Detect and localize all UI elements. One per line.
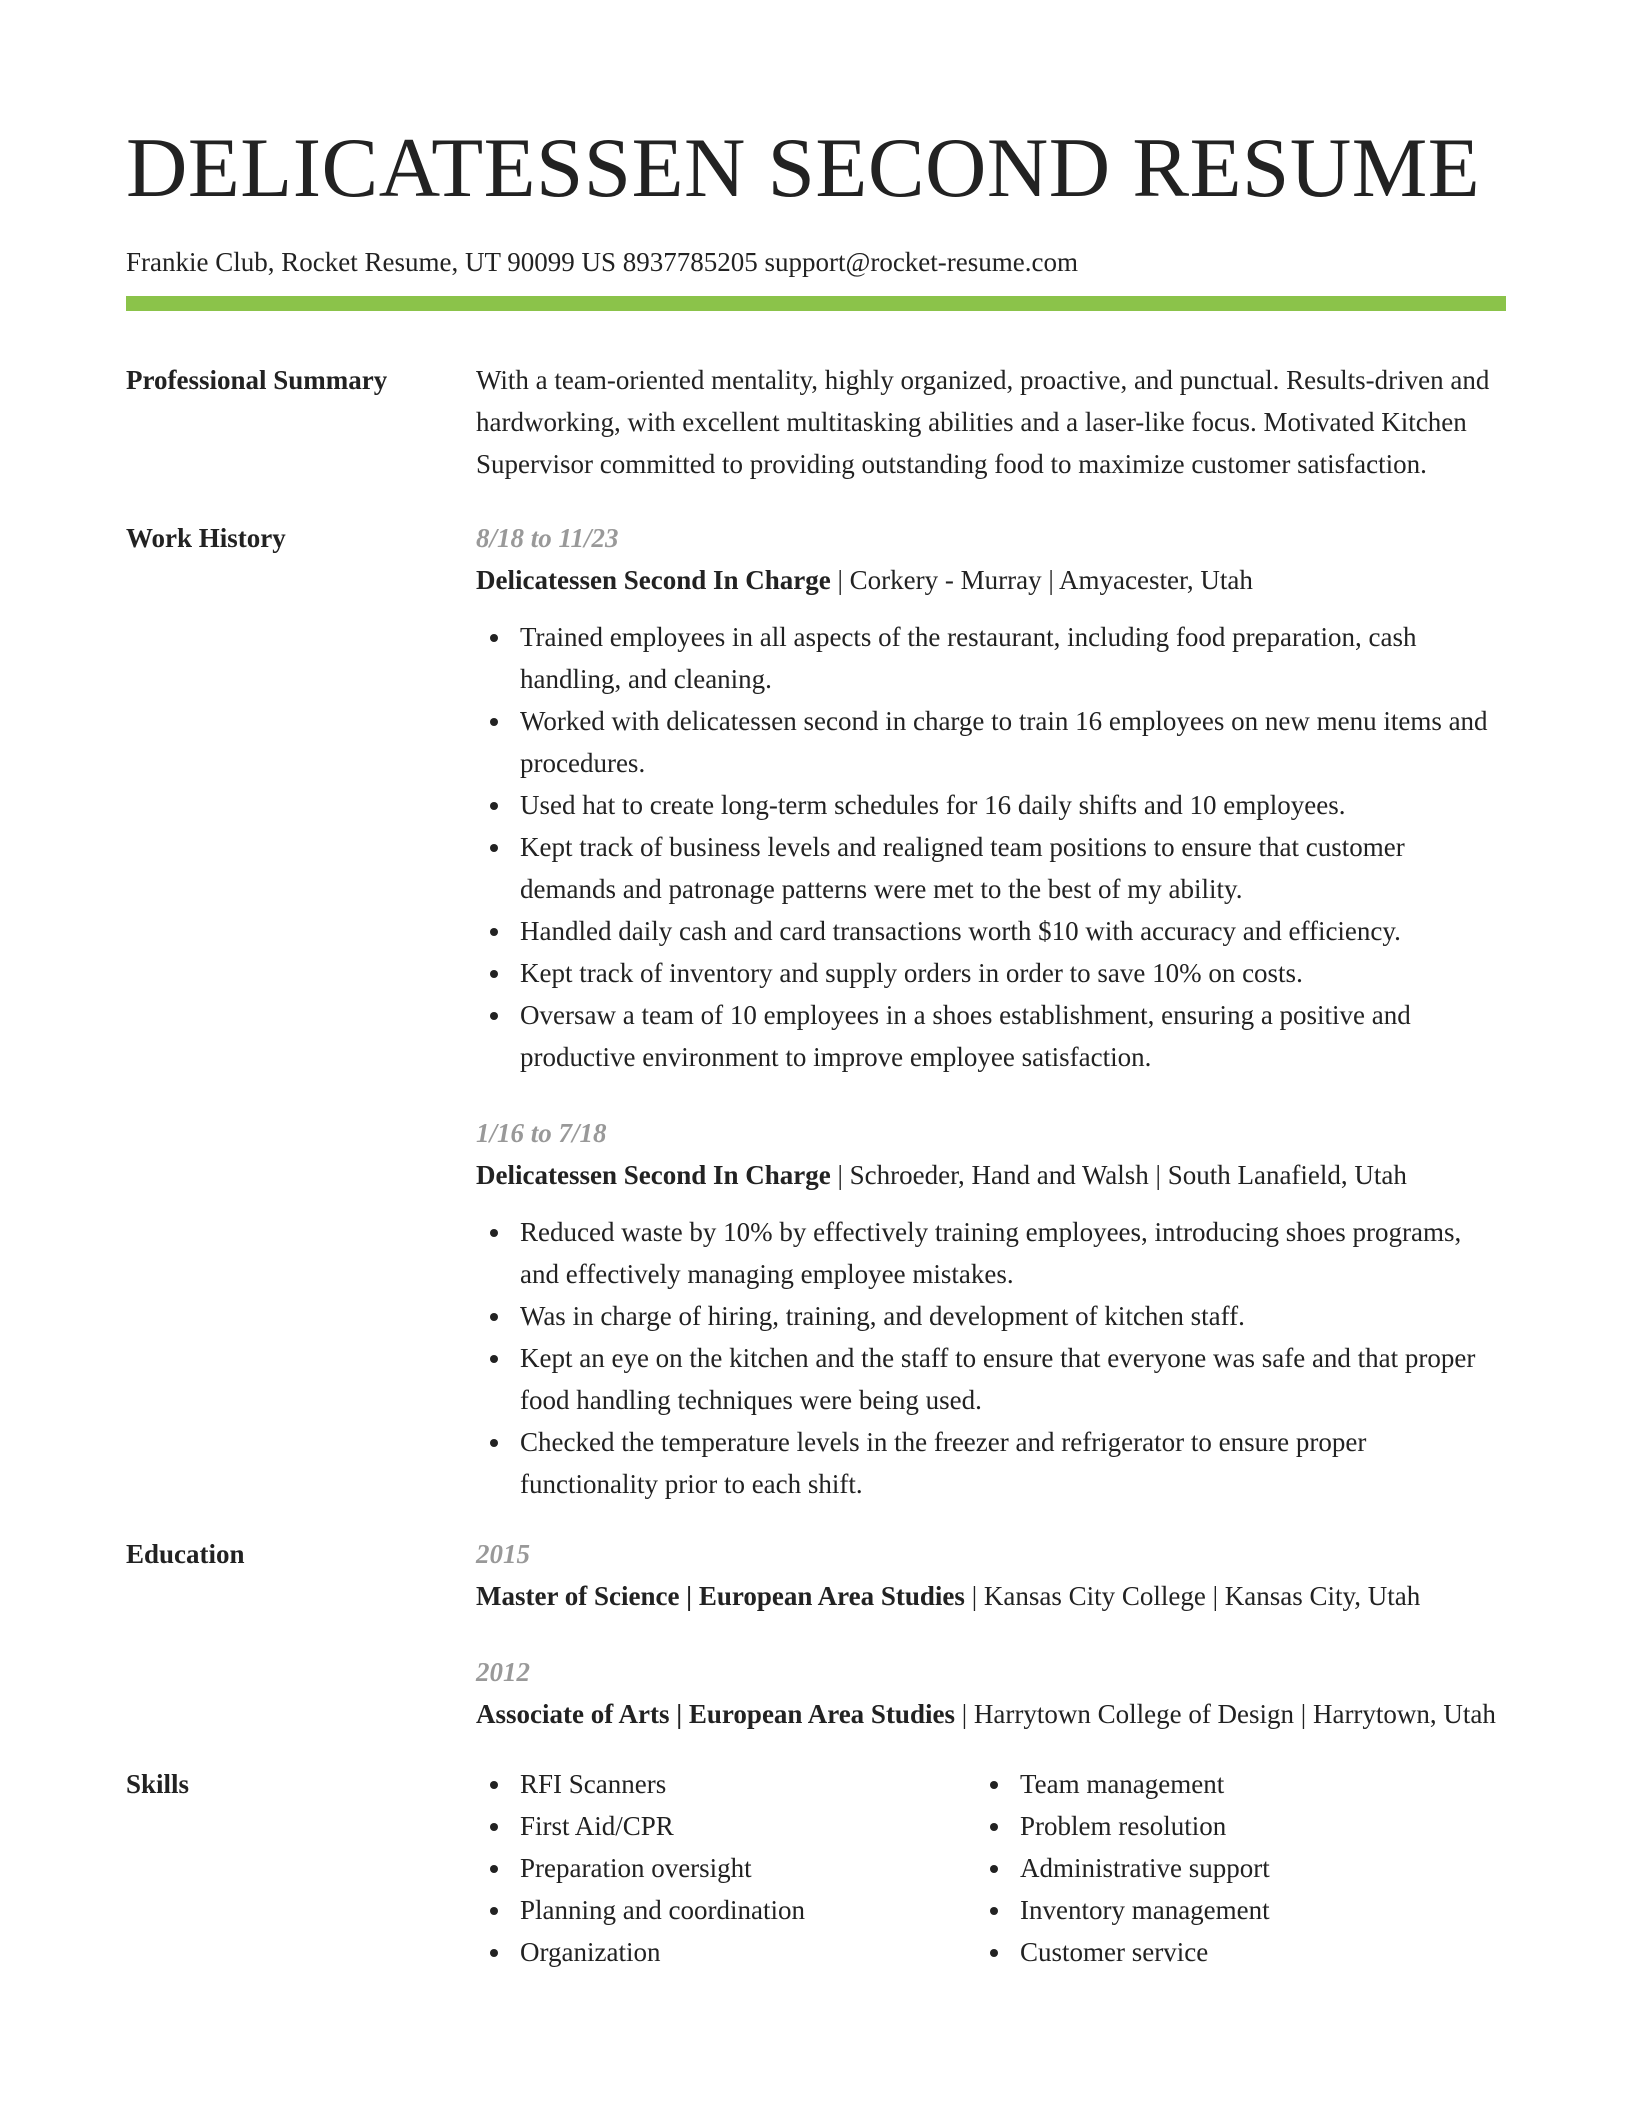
education-heading (476, 1575, 1506, 1617)
education-list (476, 1533, 1506, 1735)
skill-item: First Aid/CPR (476, 1805, 976, 1847)
skill-item: Preparation oversight (476, 1847, 976, 1889)
job-employer-location: | Schroeder, Hand and Walsh | South Lanafield, Utah (830, 1160, 1407, 1190)
education-school-location: | Harrytown College of Design | Harrytown, Utah (954, 1699, 1496, 1729)
job-bullet: Worked with delicatessen second in charge to train 16 employees on new menu items and procedures. (476, 700, 1506, 784)
job-bullet: Was in charge of hiring, training, and development of kitchen staff. (476, 1295, 1506, 1337)
section-label-education: Education (126, 1539, 245, 1569)
job-entry (476, 1112, 1506, 1505)
skill-item: Planning and coordination (476, 1889, 976, 1931)
job-title: Delicatessen Second In Charge (476, 565, 831, 595)
work-history-section (126, 517, 1506, 1505)
job-bullet: Kept track of business levels and realigned team positions to ensure that customer demands and patronage patterns were met to the best of my ability. (476, 826, 1506, 910)
education-school-location: | Kansas City College | Kansas City, Utah (964, 1581, 1421, 1611)
job-entry (476, 517, 1506, 1078)
skills-columns (476, 1763, 1506, 1973)
section-label-work-history: Work History (126, 523, 286, 553)
job-title: Delicatessen Second In Charge (476, 1160, 831, 1190)
header-divider (126, 296, 1506, 311)
skill-item: Team management (976, 1763, 1476, 1805)
job-bullet: Oversaw a team of 10 employees in a shoes establishment, ensuring a positive and productive environment to improve employee satisfaction. (476, 994, 1506, 1078)
education-degree: Master of Science | European Area Studies (476, 1581, 965, 1611)
job-heading (476, 1154, 1506, 1196)
summary-text: With a team-oriented mentality, highly organized, proactive, and punctual. Results-driven and hardworking, with excellent multitasking abilities and a laser-like focus. Motivated Kitchen Supervisor committed to providing outstanding food to maximize customer satisfaction. (476, 365, 1490, 479)
job-dates: 1/16 to 7/18 (476, 1118, 607, 1148)
job-employer-location: | Corkery - Murray | Amyacester, Utah (830, 565, 1253, 595)
education-entry (476, 1533, 1506, 1617)
education-entry (476, 1651, 1506, 1735)
professional-summary-section (126, 359, 1506, 485)
skill-item: Organization (476, 1931, 976, 1973)
skill-item: Customer service (976, 1931, 1476, 1973)
section-label-skills: Skills (126, 1769, 190, 1799)
skills-list-left (476, 1763, 976, 1973)
education-year: 2012 (476, 1657, 530, 1687)
skill-item: RFI Scanners (476, 1763, 976, 1805)
skills-section (126, 1763, 1506, 1973)
job-bullet: Checked the temperature levels in the freezer and refrigerator to ensure proper functionality prior to each shift. (476, 1421, 1506, 1505)
skill-item: Inventory management (976, 1889, 1476, 1931)
job-bullet: Kept track of inventory and supply orders in order to save 10% on costs. (476, 952, 1506, 994)
job-bullet: Kept an eye on the kitchen and the staff to ensure that everyone was safe and that proper food handling techniques were being used. (476, 1337, 1506, 1421)
resume-title: DELICATESSEN SECOND RESUME (126, 121, 1481, 215)
contact-phone: 8937785205 (622, 247, 758, 277)
job-bullet: Handled daily cash and card transactions worth $10 with accuracy and efficiency. (476, 910, 1506, 952)
contact-email: support@rocket-resume.com (764, 247, 1078, 277)
contact-address: Frankie Club, Rocket Resume, UT 90099 US (126, 247, 616, 277)
skill-item: Problem resolution (976, 1805, 1476, 1847)
skills-list-right (976, 1763, 1476, 1973)
job-bullet: Used hat to create long-term schedules for 16 daily shifts and 10 employees. (476, 784, 1506, 826)
job-bullets (476, 1211, 1506, 1505)
education-section (126, 1533, 1506, 1735)
contact-line (126, 244, 1506, 280)
education-heading (476, 1693, 1506, 1735)
job-bullet: Trained employees in all aspects of the restaurant, including food preparation, cash handling, and cleaning. (476, 616, 1506, 700)
work-history-list (476, 517, 1506, 1505)
job-bullets (476, 616, 1506, 1078)
skill-item: Administrative support (976, 1847, 1476, 1889)
education-year: 2015 (476, 1539, 530, 1569)
job-dates: 8/18 to 11/23 (476, 523, 619, 553)
education-degree: Associate of Arts | European Area Studies (476, 1699, 955, 1729)
job-bullet: Reduced waste by 10% by effectively training employees, introducing shoes programs, and effectively managing employee mistakes. (476, 1211, 1506, 1295)
job-heading (476, 559, 1506, 601)
section-label-summary: Professional Summary (126, 365, 388, 395)
